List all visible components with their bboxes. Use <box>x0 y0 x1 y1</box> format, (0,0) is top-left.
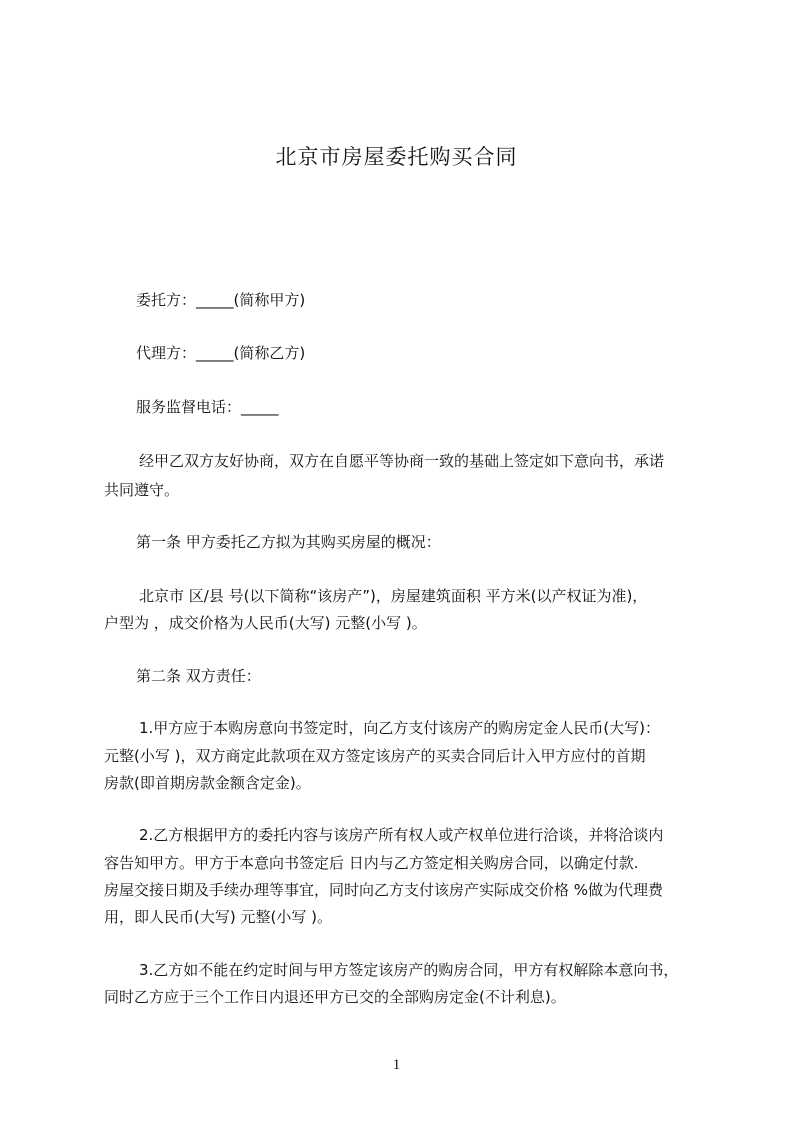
document-title: 北京市房屋委托购买合同 <box>275 145 518 169</box>
article2-clause1-line-1: 1.甲方应于本购房意向书签定时，向乙方支付该房产的购房定金人民币(大写)： <box>139 719 661 737</box>
article2-clause2-line-4: 用，即人民币(大写) 元整(小写 )。 <box>104 908 332 926</box>
article2-clause1-line-2: 元整(小写 )，双方商定此款项在双方签定该房产的买卖合同后计入甲方应付的首期 <box>104 747 646 765</box>
article1-line-2: 户型为 ，成交价格为人民币(大写) 元整(小写 )。 <box>104 614 427 632</box>
preamble-line-2: 共同遵守。 <box>104 481 180 499</box>
article2-heading: 第二条 双方责任： <box>136 667 261 685</box>
article2-clause2-line-2: 容告知甲方。甲方于本意向书签定后 日内与乙方签定相关购房合同，以确定付款. <box>104 854 639 872</box>
agent-party-line: 代理方：_____(简称乙方) <box>136 344 306 362</box>
article2-clause1-line-3: 房款(即首期房款金额含定金)。 <box>104 774 311 792</box>
article2-clause3-line-2: 同时乙方应于三个工作日内退还甲方已交的全部购房定金(不计利息)。 <box>104 988 566 1006</box>
page-number: 1 <box>392 1057 401 1073</box>
article2-clause2-line-3: 房屋交接日期及手续办理等事宜，同时向乙方支付该房产实际成交价格 %做为代理费 <box>104 881 664 899</box>
client-party-line: 委托方：_____(简称甲方) <box>136 291 306 309</box>
hotline-line: 服务监督电话：_____ <box>136 398 279 416</box>
article2-clause2-line-1: 2.乙方根据甲方的委托内容与该房产所有权人或产权单位进行洽谈，并将洽谈内 <box>139 826 664 844</box>
article1-heading: 第一条 甲方委托乙方拟为其购买房屋的概况： <box>136 533 441 551</box>
preamble-line-1: 经甲乙双方友好协商，双方在自愿平等协商一致的基础上签定如下意向书，承诺 <box>139 452 665 470</box>
article2-clause3-line-1: 3.乙方如不能在约定时间与甲方签定该房产的购房合同，甲方有权解除本意向书， <box>139 961 679 979</box>
article1-line-1: 北京市 区/县 号(以下简称“该房产”)，房屋建筑面积 平方米(以产权证为准)， <box>139 587 648 605</box>
